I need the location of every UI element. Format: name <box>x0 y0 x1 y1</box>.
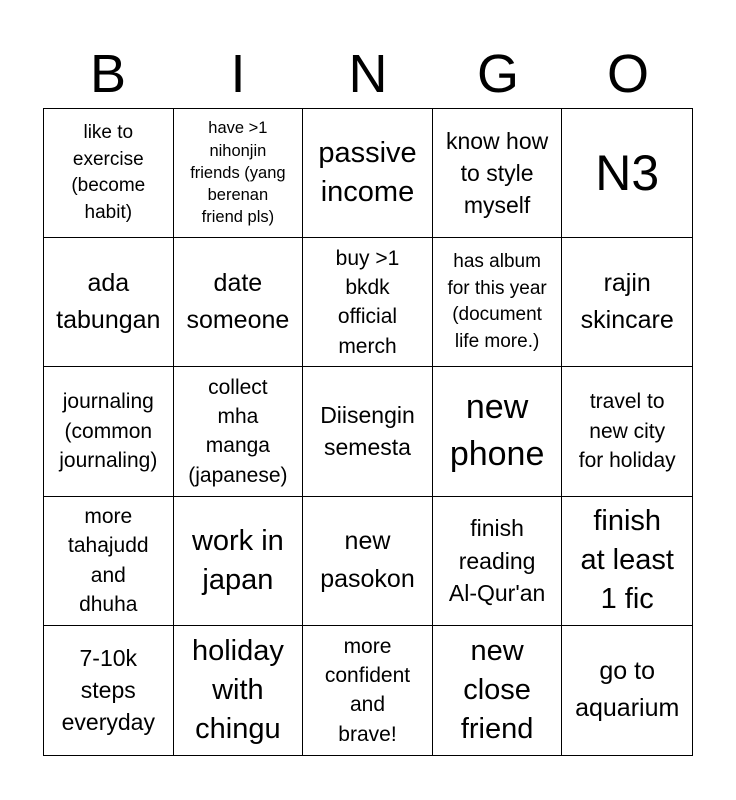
header-letter-b: B <box>89 44 127 104</box>
cell-text: 7-10k steps everyday <box>61 645 155 736</box>
bingo-cell[interactable] <box>303 626 433 755</box>
bingo-cell[interactable] <box>562 238 692 367</box>
cell-text: holiday with chingu <box>191 634 284 745</box>
bingo-cell[interactable] <box>303 109 433 238</box>
cell-text: work in japan <box>191 524 284 596</box>
bingo-cell[interactable] <box>562 367 692 496</box>
cell-text: finish reading Al-Qur'an <box>448 515 546 606</box>
cell-text: more tahajudd and dhuha <box>68 504 149 617</box>
bingo-cell[interactable] <box>44 238 174 367</box>
bingo-board <box>43 108 693 756</box>
bingo-cell[interactable] <box>174 626 304 755</box>
cell-text: ada tabungan <box>56 268 161 335</box>
bingo-cell[interactable] <box>562 497 692 626</box>
bingo-cell[interactable] <box>303 367 433 496</box>
cell-text: new close friend <box>460 634 534 745</box>
cell-text: know how to style myself <box>445 127 549 219</box>
cell-text: buy >1 bkdk official merch <box>335 246 400 358</box>
bingo-cell[interactable] <box>433 497 563 626</box>
bingo-cell[interactable] <box>44 497 174 626</box>
cell-text: travel to new city for holiday <box>578 390 676 473</box>
header-letter-i: I <box>230 44 246 104</box>
cell-text: go to aquarium <box>575 656 680 723</box>
cell-text: like to exercise (become habit) <box>71 121 146 223</box>
bingo-cell[interactable] <box>433 238 563 367</box>
bingo-cell[interactable] <box>562 109 692 238</box>
bingo-cell[interactable] <box>174 497 304 626</box>
cell-text: collect mha manga (japanese) <box>188 375 288 487</box>
header-letter-g: G <box>476 44 519 104</box>
cell-text: new pasokon <box>320 527 415 593</box>
bingo-cell[interactable] <box>433 626 563 755</box>
cell-text: passive income <box>318 136 417 209</box>
bingo-cell[interactable] <box>433 109 563 238</box>
bingo-cell[interactable] <box>174 238 304 367</box>
cell-text: has album for this year (document life more.) <box>447 251 547 352</box>
cell-text: rajin skincare <box>580 268 674 335</box>
cell-text: more confident and brave! <box>324 634 411 746</box>
bingo-cell[interactable] <box>174 367 304 496</box>
bingo-cell[interactable] <box>44 626 174 755</box>
cell-text: journaling (common journaling) <box>59 390 158 473</box>
bingo-cell[interactable] <box>303 238 433 367</box>
cell-text: Diisengin semesta <box>320 402 415 461</box>
header-letter-o: O <box>606 44 649 104</box>
bingo-cell[interactable] <box>303 497 433 626</box>
bingo-cell[interactable] <box>174 109 304 238</box>
bingo-cell[interactable] <box>562 626 692 755</box>
bingo-header <box>43 40 693 108</box>
cell-text: have >1 nihonjin friends (yang berenan friend pls) <box>190 119 286 227</box>
bingo-cell[interactable] <box>433 367 563 496</box>
cell-text: new phone <box>449 387 545 474</box>
cell-text: finish at least 1 fic <box>580 504 674 616</box>
header-letter-n: N <box>348 44 388 104</box>
cell-text: date someone <box>186 268 290 335</box>
bingo-cell[interactable] <box>44 109 174 238</box>
cell-text: N3 <box>595 145 660 202</box>
bingo-cell[interactable] <box>44 367 174 496</box>
